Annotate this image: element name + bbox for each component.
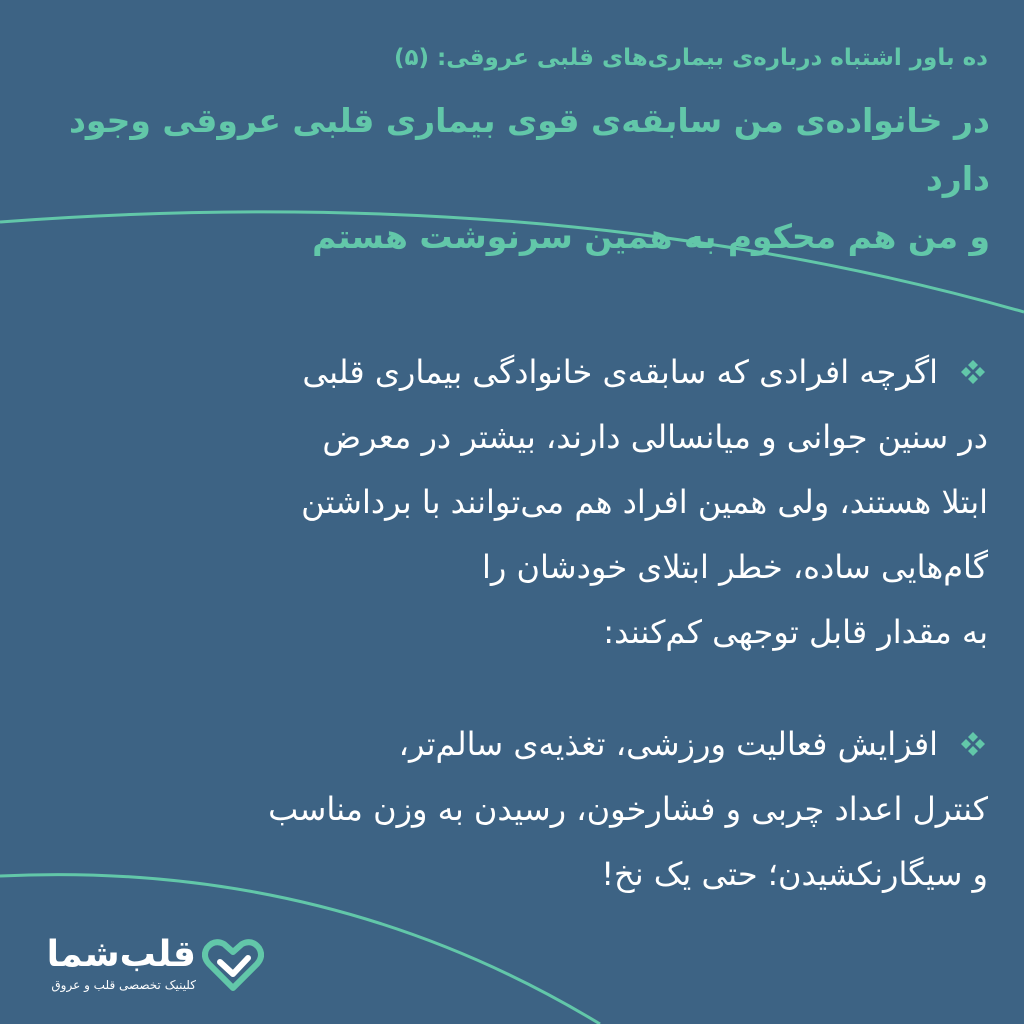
bullet-2-line-2: کنترل اعداد چربی و فشارخون، رسیدن به وزن مناسب [268,790,988,828]
logo-tagline: کلینیک تخصصی قلب و عروق [51,978,196,992]
bullet-2-line-3: و سیگارنکشیدن؛ حتی یک نخ! [601,855,988,893]
diamond-dots-icon [958,729,988,759]
bullet-1-line-1: اگرچه افرادی که سابقه‌ی خانوادگی بیماری قلبی [302,353,938,391]
clinic-logo [34,934,274,1004]
headline [30,92,990,266]
bullet-1-line-3: ابتلا هستند، ولی همین افراد هم می‌توانند با برداشتن [301,483,988,521]
bullet-1-line-2: در سنین جوانی و میانسالی دارند، بیشتر در معرض [322,418,988,456]
heart-check-icon [202,936,264,992]
bullet-1-line-4: گام‌هایی ساده، خطر ابتلای خودشان را [481,548,988,586]
headline-line-2: و من هم محکوم به همین سرنوشت هستم [312,217,990,256]
bullet-item-2 [88,712,988,907]
headline-line-1: در خانواده‌ی من سابقه‌ی قوی بیماری قلبی عروقی وجود دارد [68,101,990,198]
bullet-1-line-5: به مقدار قابل توجهی کم‌کنند: [603,613,988,651]
series-title: ده باور اشتباه درباره‌ی بیماری‌های قلبی عروقی: (۵) [393,45,988,71]
bullet-2-line-1: افزایش فعالیت ورزشی، تغذیه‌ی سالم‌تر، [398,725,938,763]
diamond-dots-icon [958,357,988,387]
logo-name: قلب‌شما [46,934,196,975]
bullet-item-1 [88,340,988,665]
